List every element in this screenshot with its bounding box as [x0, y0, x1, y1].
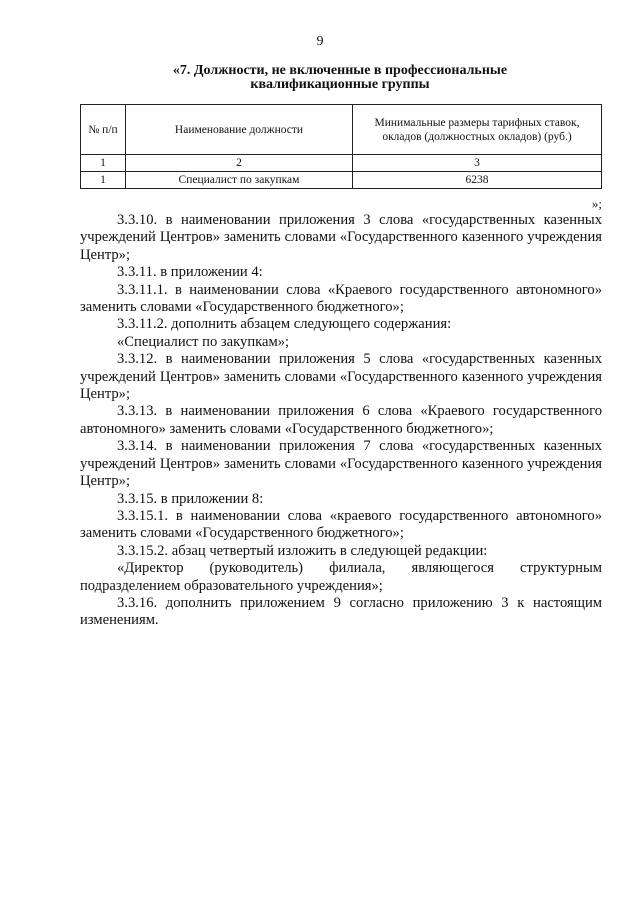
header-position-name: Наименование должности: [126, 105, 353, 155]
paragraph-3-3-13: 3.3.13. в наименовании приложения 6 слова «Краевого государственного автономного» заменить словами «Государственного бюджетного»;: [80, 403, 602, 437]
paragraph-3-3-11: 3.3.11. в приложении 4:: [117, 264, 263, 281]
table-numbering-row: [81, 155, 602, 172]
paragraph-3-3-11-1: 3.3.11.1. в наименовании слова «Краевого государственного автономного» заменить словами «Государственного бюджетного»;: [80, 281, 602, 316]
page-number: 9: [316, 34, 324, 49]
section-title-line-2: квалификационные группы: [250, 77, 430, 92]
paragraph-3-3-15-1: 3.3.15.1. в наименовании слова «краевого государственного автономного» заменить словами «Государственного бюджетного»;: [80, 507, 602, 542]
numbering-cell: 1: [81, 155, 126, 172]
paragraph-quote-specialist: «Специалист по закупкам»;: [117, 333, 290, 350]
table-row: [81, 172, 602, 189]
table-header-row: [81, 105, 602, 155]
positions-table: [80, 104, 602, 189]
body-text: [80, 212, 602, 630]
header-number: № п/п: [81, 105, 126, 155]
paragraph-3-3-12: 3.3.12. в наименовании приложения 5 слова «государственных казенных учреждений Центров» заменить словами «Государственного казенного учреждения Центр»;: [80, 351, 602, 403]
paragraph-3-3-15: 3.3.15. в приложении 8:: [117, 490, 264, 507]
paragraph-quote-director: «Директор (руководитель) филиала, являющегося структурным подразделением образовательного учреждения»;: [80, 560, 602, 594]
section-title: [80, 64, 600, 92]
section-title-line-1: «7. Должности, не включенные в профессиональные: [172, 63, 508, 78]
closing-quote: »;: [591, 196, 602, 211]
paragraph-3-3-16: 3.3.16. дополнить приложением 9 согласно приложению 3 к настоящим изменениям.: [80, 594, 602, 629]
numbering-cell: 2: [126, 155, 353, 172]
header-salary: Минимальные размеры тарифных ставок, окладов (должностных окладов) (руб.): [353, 105, 602, 155]
paragraph-3-3-11-2: 3.3.11.2. дополнить абзацем следующего содержания:: [117, 316, 452, 333]
numbering-cell: 3: [353, 155, 602, 172]
paragraph-3-3-10: 3.3.10. в наименовании приложения 3 слова «государственных казенных учреждений Центров» заменить словами «Государственного казенного учреждения Центр»;: [80, 212, 602, 263]
paragraph-3-3-14: 3.3.14. в наименовании приложения 7 слова «государственных казенных учреждений Центров» заменить словами «Государственного казенного учреждения Центр»;: [80, 438, 602, 490]
row-number: 1: [81, 172, 126, 189]
paragraph-3-3-15-2: 3.3.15.2. абзац четвертый изложить в следующей редакции:: [117, 542, 488, 559]
row-salary: 6238: [353, 172, 602, 189]
row-position-name: Специалист по закупкам: [126, 172, 353, 189]
